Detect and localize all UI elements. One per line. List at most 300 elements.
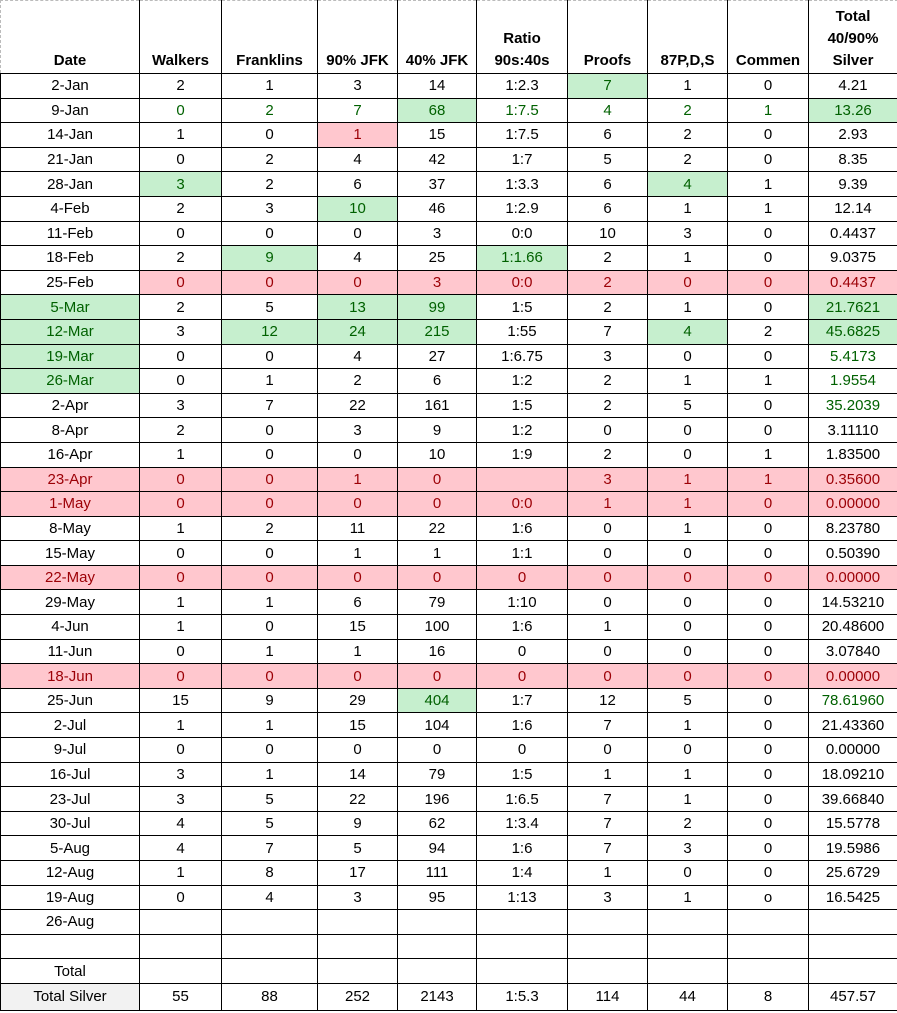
cell-total-silver[interactable]: 39.66840 bbox=[809, 787, 897, 812]
cell-90-jfk[interactable]: 0 bbox=[318, 565, 398, 590]
cell-90-jfk[interactable]: 3 bbox=[318, 418, 398, 443]
cell-date[interactable]: 29-May bbox=[1, 590, 140, 615]
cell-franklins[interactable]: 8 bbox=[222, 861, 318, 886]
cell-date[interactable]: 18-Feb bbox=[1, 246, 140, 271]
cell-walkers[interactable]: 0 bbox=[140, 98, 222, 123]
cell-date[interactable]: 16-Apr bbox=[1, 442, 140, 467]
cell-franklins[interactable]: 9 bbox=[222, 246, 318, 271]
cell-walkers[interactable]: 2 bbox=[140, 246, 222, 271]
cell-40-jfk[interactable]: 68 bbox=[398, 98, 477, 123]
cell-date[interactable]: 21-Jan bbox=[1, 147, 140, 172]
cell-87pds[interactable]: 1 bbox=[648, 246, 728, 271]
cell-commen[interactable]: 0 bbox=[728, 688, 809, 713]
cell-walkers[interactable]: 0 bbox=[140, 541, 222, 566]
cell-87pds[interactable] bbox=[648, 959, 728, 984]
cell-proofs[interactable]: 7 bbox=[568, 713, 648, 738]
cell-90-jfk[interactable]: 11 bbox=[318, 516, 398, 541]
cell-franklins[interactable]: 12 bbox=[222, 319, 318, 344]
cell-total-silver[interactable]: 0.00000 bbox=[809, 565, 897, 590]
cell-date[interactable] bbox=[1, 934, 140, 959]
cell-87pds[interactable]: 1 bbox=[648, 196, 728, 221]
cell-87pds[interactable]: 1 bbox=[648, 369, 728, 394]
cell-commen[interactable]: 0 bbox=[728, 492, 809, 517]
cell-date[interactable]: 8-May bbox=[1, 516, 140, 541]
cell-87pds[interactable]: 0 bbox=[648, 541, 728, 566]
cell-ratio[interactable]: 1:5 bbox=[477, 393, 568, 418]
cell-ratio[interactable]: 1:6 bbox=[477, 615, 568, 640]
cell-40-jfk[interactable]: 100 bbox=[398, 615, 477, 640]
cell-90-jfk[interactable]: 2 bbox=[318, 369, 398, 394]
cell-ratio[interactable]: 1:2.9 bbox=[477, 196, 568, 221]
cell-walkers[interactable]: 0 bbox=[140, 664, 222, 689]
cell-proofs[interactable] bbox=[568, 910, 648, 935]
cell-commen[interactable]: 0 bbox=[728, 270, 809, 295]
cell-total-silver[interactable]: 18.09210 bbox=[809, 762, 897, 787]
cell-total-silver[interactable]: 13.26 bbox=[809, 98, 897, 123]
cell-walkers[interactable]: 3 bbox=[140, 762, 222, 787]
cell-87pds[interactable]: 4 bbox=[648, 172, 728, 197]
cell-87pds[interactable]: 0 bbox=[648, 565, 728, 590]
cell-40-jfk[interactable]: 3 bbox=[398, 221, 477, 246]
cell-walkers[interactable]: 1 bbox=[140, 713, 222, 738]
cell-proofs[interactable]: 2 bbox=[568, 295, 648, 320]
cell-ratio[interactable] bbox=[477, 934, 568, 959]
cell-total-silver[interactable]: 15.5778 bbox=[809, 811, 897, 836]
totals-proofs[interactable]: 114 bbox=[568, 983, 648, 1010]
cell-commen[interactable]: 0 bbox=[728, 344, 809, 369]
cell-date[interactable]: 5-Mar bbox=[1, 295, 140, 320]
cell-date[interactable]: 28-Jan bbox=[1, 172, 140, 197]
cell-proofs[interactable]: 3 bbox=[568, 467, 648, 492]
cell-40-jfk[interactable]: 79 bbox=[398, 762, 477, 787]
cell-franklins[interactable]: 5 bbox=[222, 811, 318, 836]
cell-proofs[interactable]: 4 bbox=[568, 98, 648, 123]
cell-walkers[interactable]: 0 bbox=[140, 467, 222, 492]
cell-walkers[interactable] bbox=[140, 934, 222, 959]
cell-commen[interactable]: 0 bbox=[728, 836, 809, 861]
cell-walkers[interactable]: 0 bbox=[140, 885, 222, 910]
header-40-jfk[interactable]: 40% JFK bbox=[398, 1, 477, 74]
cell-franklins[interactable]: 0 bbox=[222, 615, 318, 640]
cell-franklins[interactable]: 9 bbox=[222, 688, 318, 713]
cell-total-silver[interactable]: 9.39 bbox=[809, 172, 897, 197]
cell-proofs[interactable]: 0 bbox=[568, 738, 648, 763]
cell-ratio[interactable]: 1:6 bbox=[477, 516, 568, 541]
cell-87pds[interactable]: 0 bbox=[648, 664, 728, 689]
cell-commen[interactable]: 1 bbox=[728, 196, 809, 221]
cell-franklins[interactable]: 0 bbox=[222, 442, 318, 467]
cell-proofs[interactable]: 1 bbox=[568, 861, 648, 886]
cell-ratio[interactable]: 1:9 bbox=[477, 442, 568, 467]
header-proofs[interactable]: Proofs bbox=[568, 1, 648, 74]
cell-ratio[interactable]: 1:55 bbox=[477, 319, 568, 344]
cell-ratio[interactable]: 1:7 bbox=[477, 147, 568, 172]
cell-commen[interactable]: 0 bbox=[728, 811, 809, 836]
cell-90-jfk[interactable]: 5 bbox=[318, 836, 398, 861]
cell-total-silver[interactable]: 25.6729 bbox=[809, 861, 897, 886]
cell-date[interactable]: 11-Jun bbox=[1, 639, 140, 664]
cell-40-jfk[interactable]: 15 bbox=[398, 123, 477, 148]
cell-ratio[interactable]: 1:3.4 bbox=[477, 811, 568, 836]
cell-90-jfk[interactable]: 15 bbox=[318, 713, 398, 738]
cell-ratio[interactable]: 1:4 bbox=[477, 861, 568, 886]
cell-40-jfk[interactable]: 10 bbox=[398, 442, 477, 467]
cell-commen[interactable]: 0 bbox=[728, 762, 809, 787]
cell-proofs[interactable] bbox=[568, 934, 648, 959]
cell-40-jfk[interactable]: 25 bbox=[398, 246, 477, 271]
cell-franklins[interactable]: 1 bbox=[222, 590, 318, 615]
cell-commen[interactable]: 0 bbox=[728, 787, 809, 812]
cell-franklins[interactable]: 0 bbox=[222, 418, 318, 443]
cell-90-jfk[interactable]: 0 bbox=[318, 664, 398, 689]
cell-franklins[interactable]: 3 bbox=[222, 196, 318, 221]
cell-commen[interactable]: 0 bbox=[728, 147, 809, 172]
cell-40-jfk[interactable]: 215 bbox=[398, 319, 477, 344]
cell-90-jfk[interactable] bbox=[318, 959, 398, 984]
cell-90-jfk[interactable] bbox=[318, 934, 398, 959]
cell-90-jfk[interactable]: 0 bbox=[318, 270, 398, 295]
cell-date[interactable]: 15-May bbox=[1, 541, 140, 566]
cell-40-jfk[interactable]: 196 bbox=[398, 787, 477, 812]
cell-40-jfk[interactable] bbox=[398, 910, 477, 935]
totals-87pds[interactable]: 44 bbox=[648, 983, 728, 1010]
cell-date[interactable]: 26-Aug bbox=[1, 910, 140, 935]
cell-franklins[interactable]: 1 bbox=[222, 639, 318, 664]
cell-walkers[interactable]: 0 bbox=[140, 639, 222, 664]
cell-ratio[interactable]: 1:6.75 bbox=[477, 344, 568, 369]
header-ratio[interactable]: Ratio 90s:40s bbox=[477, 1, 568, 74]
cell-date[interactable]: 12-Mar bbox=[1, 319, 140, 344]
cell-87pds[interactable]: 1 bbox=[648, 492, 728, 517]
cell-40-jfk[interactable]: 99 bbox=[398, 295, 477, 320]
cell-87pds[interactable]: 1 bbox=[648, 467, 728, 492]
cell-date[interactable]: 25-Feb bbox=[1, 270, 140, 295]
cell-commen[interactable]: 0 bbox=[728, 565, 809, 590]
cell-walkers[interactable]: 3 bbox=[140, 787, 222, 812]
cell-90-jfk[interactable]: 7 bbox=[318, 98, 398, 123]
cell-commen[interactable]: 0 bbox=[728, 590, 809, 615]
cell-40-jfk[interactable]: 0 bbox=[398, 664, 477, 689]
cell-40-jfk[interactable]: 1 bbox=[398, 541, 477, 566]
cell-total-silver[interactable]: 8.23780 bbox=[809, 516, 897, 541]
cell-proofs[interactable]: 0 bbox=[568, 418, 648, 443]
cell-commen[interactable]: 0 bbox=[728, 713, 809, 738]
cell-commen[interactable]: 0 bbox=[728, 123, 809, 148]
cell-commen[interactable]: 0 bbox=[728, 516, 809, 541]
cell-date[interactable]: 4-Feb bbox=[1, 196, 140, 221]
cell-total-silver[interactable] bbox=[809, 959, 897, 984]
cell-40-jfk[interactable]: 0 bbox=[398, 467, 477, 492]
cell-walkers[interactable]: 4 bbox=[140, 836, 222, 861]
cell-walkers[interactable]: 0 bbox=[140, 369, 222, 394]
cell-commen[interactable]: 1 bbox=[728, 442, 809, 467]
cell-87pds[interactable]: 4 bbox=[648, 319, 728, 344]
cell-walkers[interactable]: 3 bbox=[140, 319, 222, 344]
cell-proofs[interactable]: 6 bbox=[568, 123, 648, 148]
cell-ratio[interactable]: 1:2 bbox=[477, 369, 568, 394]
cell-proofs[interactable]: 6 bbox=[568, 172, 648, 197]
cell-commen[interactable]: 0 bbox=[728, 738, 809, 763]
cell-commen[interactable]: 1 bbox=[728, 98, 809, 123]
cell-franklins[interactable]: 5 bbox=[222, 295, 318, 320]
cell-40-jfk[interactable]: 95 bbox=[398, 885, 477, 910]
cell-87pds[interactable]: 1 bbox=[648, 713, 728, 738]
cell-walkers[interactable]: 0 bbox=[140, 565, 222, 590]
totals-walkers[interactable]: 55 bbox=[140, 983, 222, 1010]
cell-90-jfk[interactable]: 1 bbox=[318, 639, 398, 664]
cell-proofs[interactable]: 10 bbox=[568, 221, 648, 246]
cell-ratio[interactable]: 1:2 bbox=[477, 418, 568, 443]
cell-87pds[interactable]: 2 bbox=[648, 123, 728, 148]
cell-40-jfk[interactable]: 42 bbox=[398, 147, 477, 172]
totals-90-jfk[interactable]: 252 bbox=[318, 983, 398, 1010]
cell-walkers[interactable]: 3 bbox=[140, 393, 222, 418]
cell-proofs[interactable]: 2 bbox=[568, 393, 648, 418]
cell-90-jfk[interactable]: 29 bbox=[318, 688, 398, 713]
cell-total-silver[interactable]: 21.43360 bbox=[809, 713, 897, 738]
cell-proofs[interactable]: 0 bbox=[568, 516, 648, 541]
cell-87pds[interactable]: 0 bbox=[648, 590, 728, 615]
cell-date[interactable]: 26-Mar bbox=[1, 369, 140, 394]
cell-proofs[interactable]: 7 bbox=[568, 811, 648, 836]
cell-ratio[interactable]: 0 bbox=[477, 565, 568, 590]
cell-87pds[interactable]: 0 bbox=[648, 861, 728, 886]
cell-commen[interactable]: 0 bbox=[728, 615, 809, 640]
cell-40-jfk[interactable]: 6 bbox=[398, 369, 477, 394]
cell-commen[interactable]: 1 bbox=[728, 369, 809, 394]
cell-90-jfk[interactable]: 3 bbox=[318, 74, 398, 99]
cell-40-jfk[interactable]: 404 bbox=[398, 688, 477, 713]
cell-87pds[interactable]: 3 bbox=[648, 221, 728, 246]
cell-total-silver[interactable]: 3.07840 bbox=[809, 639, 897, 664]
cell-90-jfk[interactable]: 4 bbox=[318, 246, 398, 271]
cell-87pds[interactable]: 1 bbox=[648, 762, 728, 787]
cell-ratio[interactable]: 1:13 bbox=[477, 885, 568, 910]
cell-commen[interactable]: 1 bbox=[728, 172, 809, 197]
cell-franklins[interactable]: 1 bbox=[222, 762, 318, 787]
cell-ratio[interactable]: 1:1 bbox=[477, 541, 568, 566]
cell-proofs[interactable]: 0 bbox=[568, 565, 648, 590]
cell-total-silver[interactable]: 14.53210 bbox=[809, 590, 897, 615]
cell-40-jfk[interactable] bbox=[398, 959, 477, 984]
cell-ratio[interactable] bbox=[477, 467, 568, 492]
cell-40-jfk[interactable]: 0 bbox=[398, 565, 477, 590]
cell-commen[interactable]: 0 bbox=[728, 393, 809, 418]
cell-proofs[interactable]: 7 bbox=[568, 74, 648, 99]
cell-total-silver[interactable]: 0.35600 bbox=[809, 467, 897, 492]
cell-franklins[interactable]: 5 bbox=[222, 787, 318, 812]
cell-total-silver[interactable]: 1.83500 bbox=[809, 442, 897, 467]
cell-ratio[interactable]: 1:6.5 bbox=[477, 787, 568, 812]
header-90-jfk[interactable]: 90% JFK bbox=[318, 1, 398, 74]
cell-90-jfk[interactable]: 10 bbox=[318, 196, 398, 221]
cell-commen[interactable]: 0 bbox=[728, 295, 809, 320]
cell-walkers[interactable] bbox=[140, 910, 222, 935]
cell-proofs[interactable]: 1 bbox=[568, 492, 648, 517]
cell-total-silver[interactable]: 19.5986 bbox=[809, 836, 897, 861]
cell-90-jfk[interactable]: 1 bbox=[318, 123, 398, 148]
cell-franklins[interactable]: 4 bbox=[222, 885, 318, 910]
cell-franklins[interactable]: 0 bbox=[222, 270, 318, 295]
cell-total-silver[interactable]: 0.4437 bbox=[809, 221, 897, 246]
cell-90-jfk[interactable]: 4 bbox=[318, 147, 398, 172]
cell-ratio[interactable]: 1:7.5 bbox=[477, 123, 568, 148]
cell-walkers[interactable]: 15 bbox=[140, 688, 222, 713]
cell-franklins[interactable]: 0 bbox=[222, 565, 318, 590]
cell-87pds[interactable]: 2 bbox=[648, 98, 728, 123]
cell-date[interactable]: 12-Aug bbox=[1, 861, 140, 886]
cell-ratio[interactable]: 0:0 bbox=[477, 492, 568, 517]
cell-walkers[interactable]: 0 bbox=[140, 738, 222, 763]
cell-proofs[interactable]: 7 bbox=[568, 787, 648, 812]
cell-90-jfk[interactable]: 1 bbox=[318, 467, 398, 492]
cell-87pds[interactable]: 1 bbox=[648, 295, 728, 320]
cell-87pds[interactable]: 1 bbox=[648, 74, 728, 99]
cell-total-silver[interactable]: 0.00000 bbox=[809, 492, 897, 517]
cell-proofs[interactable]: 7 bbox=[568, 836, 648, 861]
header-total-silver[interactable]: Total 40/90% Silver bbox=[809, 1, 897, 74]
cell-90-jfk[interactable]: 13 bbox=[318, 295, 398, 320]
cell-date[interactable]: 11-Feb bbox=[1, 221, 140, 246]
cell-date[interactable]: 4-Jun bbox=[1, 615, 140, 640]
cell-ratio[interactable]: 0 bbox=[477, 664, 568, 689]
cell-90-jfk[interactable]: 0 bbox=[318, 492, 398, 517]
cell-franklins[interactable]: 2 bbox=[222, 147, 318, 172]
cell-commen[interactable] bbox=[728, 959, 809, 984]
cell-40-jfk[interactable]: 9 bbox=[398, 418, 477, 443]
cell-commen[interactable] bbox=[728, 934, 809, 959]
cell-87pds[interactable]: 2 bbox=[648, 811, 728, 836]
cell-87pds[interactable] bbox=[648, 910, 728, 935]
cell-87pds[interactable]: 2 bbox=[648, 147, 728, 172]
cell-ratio[interactable]: 1:5 bbox=[477, 762, 568, 787]
cell-franklins[interactable]: 1 bbox=[222, 74, 318, 99]
cell-walkers[interactable]: 1 bbox=[140, 861, 222, 886]
cell-90-jfk[interactable]: 17 bbox=[318, 861, 398, 886]
cell-proofs[interactable]: 2 bbox=[568, 369, 648, 394]
cell-40-jfk[interactable]: 16 bbox=[398, 639, 477, 664]
cell-40-jfk[interactable]: 46 bbox=[398, 196, 477, 221]
cell-40-jfk[interactable]: 161 bbox=[398, 393, 477, 418]
cell-total-silver[interactable]: 0.00000 bbox=[809, 738, 897, 763]
cell-commen[interactable]: 0 bbox=[728, 246, 809, 271]
cell-ratio[interactable] bbox=[477, 959, 568, 984]
cell-date[interactable]: 2-Jul bbox=[1, 713, 140, 738]
cell-franklins[interactable]: 0 bbox=[222, 123, 318, 148]
cell-total-silver[interactable]: 9.0375 bbox=[809, 246, 897, 271]
cell-ratio[interactable]: 1:7.5 bbox=[477, 98, 568, 123]
cell-commen[interactable]: 0 bbox=[728, 74, 809, 99]
cell-franklins[interactable] bbox=[222, 934, 318, 959]
cell-commen[interactable]: 0 bbox=[728, 664, 809, 689]
cell-franklins[interactable]: 0 bbox=[222, 344, 318, 369]
cell-date[interactable]: 22-May bbox=[1, 565, 140, 590]
cell-total-silver[interactable]: 2.93 bbox=[809, 123, 897, 148]
cell-40-jfk[interactable]: 27 bbox=[398, 344, 477, 369]
cell-total-silver[interactable]: 5.4173 bbox=[809, 344, 897, 369]
cell-90-jfk[interactable]: 14 bbox=[318, 762, 398, 787]
header-87pds[interactable]: 87P,D,S bbox=[648, 1, 728, 74]
cell-90-jfk[interactable]: 0 bbox=[318, 738, 398, 763]
cell-total-silver[interactable]: 78.61960 bbox=[809, 688, 897, 713]
cell-ratio[interactable]: 0:0 bbox=[477, 221, 568, 246]
cell-proofs[interactable]: 6 bbox=[568, 196, 648, 221]
cell-commen[interactable]: o bbox=[728, 885, 809, 910]
cell-franklins[interactable] bbox=[222, 959, 318, 984]
cell-date[interactable]: 18-Jun bbox=[1, 664, 140, 689]
cell-date[interactable]: 23-Jul bbox=[1, 787, 140, 812]
cell-date[interactable]: 8-Apr bbox=[1, 418, 140, 443]
cell-commen[interactable]: 0 bbox=[728, 221, 809, 246]
cell-proofs[interactable]: 0 bbox=[568, 541, 648, 566]
cell-87pds[interactable]: 0 bbox=[648, 442, 728, 467]
cell-franklins[interactable]: 1 bbox=[222, 713, 318, 738]
cell-walkers[interactable]: 0 bbox=[140, 492, 222, 517]
cell-franklins[interactable]: 2 bbox=[222, 516, 318, 541]
cell-walkers[interactable]: 4 bbox=[140, 811, 222, 836]
cell-87pds[interactable] bbox=[648, 934, 728, 959]
cell-commen[interactable]: 0 bbox=[728, 861, 809, 886]
cell-90-jfk[interactable]: 1 bbox=[318, 541, 398, 566]
cell-90-jfk[interactable]: 15 bbox=[318, 615, 398, 640]
cell-commen[interactable]: 2 bbox=[728, 319, 809, 344]
cell-total-silver[interactable]: 1.9554 bbox=[809, 369, 897, 394]
cell-87pds[interactable]: 5 bbox=[648, 393, 728, 418]
cell-walkers[interactable]: 1 bbox=[140, 123, 222, 148]
cell-proofs[interactable]: 3 bbox=[568, 885, 648, 910]
cell-ratio[interactable]: 1:7 bbox=[477, 688, 568, 713]
cell-40-jfk[interactable]: 37 bbox=[398, 172, 477, 197]
cell-proofs[interactable]: 3 bbox=[568, 344, 648, 369]
header-franklins[interactable]: Franklins bbox=[222, 1, 318, 74]
cell-87pds[interactable]: 1 bbox=[648, 885, 728, 910]
totals-label[interactable]: Total Silver bbox=[1, 983, 140, 1010]
cell-proofs[interactable]: 0 bbox=[568, 664, 648, 689]
cell-87pds[interactable]: 3 bbox=[648, 836, 728, 861]
cell-40-jfk[interactable]: 94 bbox=[398, 836, 477, 861]
cell-date[interactable]: 2-Apr bbox=[1, 393, 140, 418]
cell-90-jfk[interactable]: 6 bbox=[318, 590, 398, 615]
cell-walkers[interactable]: 2 bbox=[140, 74, 222, 99]
cell-date[interactable]: 25-Jun bbox=[1, 688, 140, 713]
cell-total-silver[interactable]: 16.5425 bbox=[809, 885, 897, 910]
cell-proofs[interactable]: 5 bbox=[568, 147, 648, 172]
cell-90-jfk[interactable]: 22 bbox=[318, 393, 398, 418]
cell-walkers[interactable]: 0 bbox=[140, 270, 222, 295]
cell-87pds[interactable]: 1 bbox=[648, 516, 728, 541]
cell-proofs[interactable]: 7 bbox=[568, 319, 648, 344]
cell-ratio[interactable]: 0 bbox=[477, 639, 568, 664]
cell-90-jfk[interactable] bbox=[318, 910, 398, 935]
cell-date[interactable]: 5-Aug bbox=[1, 836, 140, 861]
cell-date[interactable]: 14-Jan bbox=[1, 123, 140, 148]
cell-90-jfk[interactable]: 3 bbox=[318, 885, 398, 910]
cell-ratio[interactable]: 1:5 bbox=[477, 295, 568, 320]
cell-90-jfk[interactable]: 22 bbox=[318, 787, 398, 812]
cell-40-jfk[interactable] bbox=[398, 934, 477, 959]
totals-ratio[interactable]: 1:5.3 bbox=[477, 983, 568, 1010]
cell-87pds[interactable]: 0 bbox=[648, 344, 728, 369]
cell-franklins[interactable]: 0 bbox=[222, 664, 318, 689]
cell-total-silver[interactable]: 0.4437 bbox=[809, 270, 897, 295]
totals-total-silver[interactable]: 457.57 bbox=[809, 983, 897, 1010]
cell-date[interactable]: 19-Mar bbox=[1, 344, 140, 369]
cell-40-jfk[interactable]: 14 bbox=[398, 74, 477, 99]
cell-87pds[interactable]: 0 bbox=[648, 639, 728, 664]
cell-40-jfk[interactable]: 62 bbox=[398, 811, 477, 836]
cell-date[interactable]: 9-Jul bbox=[1, 738, 140, 763]
cell-walkers[interactable]: 1 bbox=[140, 516, 222, 541]
